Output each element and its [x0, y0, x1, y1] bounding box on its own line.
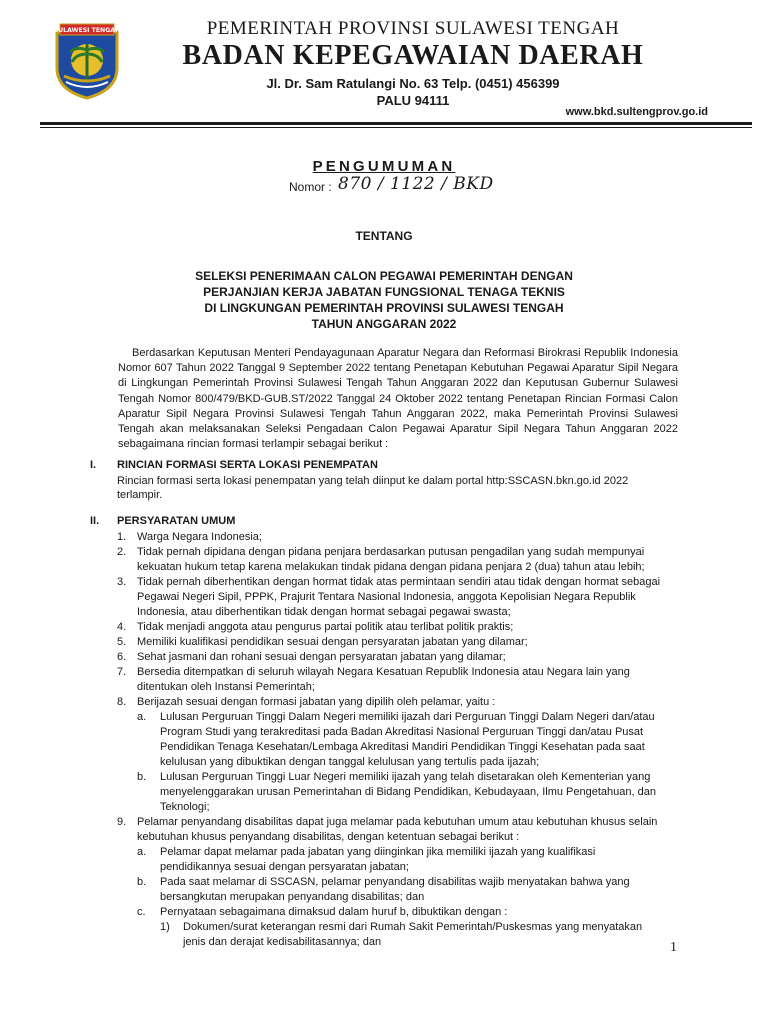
list-number: 8.	[117, 696, 127, 708]
subject-block	[0, 268, 768, 332]
header-agency: BADAN KEPEGAWAIAN DAERAH	[182, 40, 644, 71]
header-rule-thick	[40, 122, 752, 125]
intro-paragraph: Berdasarkan Keputusan Menteri Pendayagunaan Aparatur Negara dan Reformasi Birokrasi Republik Indonesia Nomor 607 Tahun 2022 Tanggal 9 September 2022 tentang Penetapan Kebutuhan Pegawai Aparatur Sipil Negara di Lingkungan Pemerintah Provinsi Sulawesi Tengah Tahun Anggaran 2022 dan Keputusan Gubernur Sulawesi Tengah Nomor 800/479/BKD-GUB.ST/2022 Tanggal 24 Oktober 2022 tentang Penetapan Rincian Formasi Calon Aparatur Sipil Negara Provinsi Sulawesi Tengah Tahun Anggaran 2022, maka Pemerintah Provinsi Sulawesi Tengah akan melaksanakan Seleksi Pengadaan Calon Pegawai Aparatur Sipil Negara Tahun Anggaran 2022 sebagaimana rincian formasi terlampir sebagai berikut :	[118, 347, 678, 451]
sublist-item: bersangkutan merupakan penyandang disabilitas; dan	[160, 891, 425, 903]
sublist-item: Pendidikan Tenaga Kesehatan/Lembaga Akreditasi Mandiri Pendidikan Tinggi Kesehatan pada saat	[160, 741, 645, 753]
page-number: 1	[670, 940, 677, 955]
header-rule-thin	[40, 127, 752, 128]
sublist-item: Teknologi;	[160, 801, 210, 813]
list-number: 9.	[117, 816, 127, 828]
list-item: kebutuhan khusus penyandang disabilitas, dengan ketentuan sebagai berikut :	[137, 831, 520, 843]
list-item: Sehat jasmani dan rohani sesuai dengan persyaratan jabatan yang dilamar;	[137, 651, 506, 663]
sublist-item: Lulusan Perguruan Tinggi Dalam Negeri memiliki ijazah dari Perguruan Tinggi Dalam Negeri dan/atau	[160, 711, 655, 723]
list-item: Berijazah sesuai dengan formasi jabatan yang dipilih oleh pelamar, yaitu :	[137, 696, 496, 708]
tentang-label: TENTANG	[355, 229, 413, 243]
nomor-label: Nomor :	[289, 180, 332, 194]
list-number: 2.	[117, 546, 127, 558]
list-number: 7.	[117, 666, 127, 678]
list-number: 4.	[117, 621, 127, 633]
subsublist-item: jenis dan derajat kedisabilitasannya; dan	[183, 936, 382, 948]
sublist-item: Program Studi yang terakreditasi pada Badan Akreditasi Nasional Perguruan Tinggi dan/atau Pusat	[160, 726, 644, 738]
subject-line: SELEKSI PENERIMAAN CALON PEGAWAI PEMERINTAH DENGAN	[195, 269, 573, 283]
list-item: Tidak pernah diberhentikan dengan hormat tidak atas permintaan sendiri atau tidak dengan hormat sebagai	[137, 576, 661, 588]
sublist-letter: b.	[137, 876, 147, 888]
list-item: Indonesia, atau diberhentikan tidak dengan hormat sebagai pegawai swasta;	[137, 606, 511, 618]
sublist-letter: c.	[137, 906, 146, 918]
subsublist-number: 1)	[160, 921, 170, 933]
sublist-item: kelulusan yang dibuktikan dengan tanggal kelulusan yang tertulis pada ijazah;	[160, 756, 540, 768]
list-item: Memiliki kualifikasi pendidikan sesuai dengan persyaratan jabatan yang dilamar;	[137, 636, 528, 648]
list-number: 1.	[117, 531, 127, 543]
sublist-letter: a.	[137, 846, 147, 858]
sublist-item: Pernyataan sebagaimana dimaksud dalam huruf b, dibuktikan dengan :	[160, 906, 508, 918]
nomor-value-handwritten: 870 / 1122 / BKD	[338, 174, 494, 194]
list-item: Bersedia ditempatkan di seluruh wilayah Negara Kesatuan Republik Indonesia atau Negara lain yang	[137, 666, 630, 678]
list-number: 5.	[117, 636, 127, 648]
section-text: terlampir.	[117, 489, 163, 501]
list-item: Warga Negara Indonesia;	[137, 531, 262, 543]
subject-line: DI LINGKUNGAN PEMERINTAH PROVINSI SULAWESI TENGAH	[204, 301, 564, 315]
section-title: RINCIAN FORMASI SERTA LOKASI PENEMPATAN	[117, 459, 378, 471]
section-number: I.	[90, 459, 97, 471]
sublist-letter: a.	[137, 711, 147, 723]
section-title: PERSYARATAN UMUM	[117, 515, 236, 527]
header-city: PALU 94111	[376, 93, 450, 108]
header-address: Jl. Dr. Sam Ratulangi No. 63 Telp. (0451) 456399	[266, 76, 560, 91]
list-item: Tidak pernah dipidana dengan pidana penjara berdasarkan putusan pengadilan yang sudah mempunyai	[137, 546, 645, 558]
sublist-item: Lulusan Perguruan Tinggi Luar Negeri memiliki ijazah yang telah disetarakan oleh Kementerian yang	[160, 771, 651, 783]
list-item: Pelamar penyandang disabilitas dapat juga melamar pada kebutuhan umum atau kebutuhan khusus selain	[137, 816, 658, 828]
sublist-letter: b.	[137, 771, 147, 783]
subject-line: PERJANJIAN KERJA JABATAN FUNGSIONAL TENAGA TEKNIS	[203, 285, 565, 299]
sublist-item: menyelenggarakan urusan Pemerintahan di Bidang Pendidikan, Kebudayaan, Ilmu Pengetahuan, dan	[160, 786, 656, 798]
list-item: ditentukan oleh Instansi Pemerintah;	[137, 681, 315, 693]
list-item: kekuatan hukum tetap karena melakukan tindak pidana dengan pidana penjara 2 (dua) tahun atau lebih;	[137, 561, 645, 573]
list-item: Tidak menjadi anggota atau pengurus partai politik atau terlibat politik praktis;	[137, 621, 514, 633]
sublist-item: pendidikannya sesuai dengan persyaratan jabatan;	[160, 861, 409, 873]
sublist-item: Pelamar dapat melamar pada jabatan yang diinginkan jika memiliki ijazah yang kualifikasi	[160, 846, 596, 858]
subject-line: TAHUN ANGGARAN 2022	[311, 317, 457, 331]
document-heading: PENGUMUMAN	[312, 158, 456, 175]
section-text: Rincian formasi serta lokasi penempatan yang telah diinput ke dalam portal http:SSCASN.bkn.go.id 2022	[117, 475, 629, 487]
header-website: www.bkd.sultengprov.go.id	[565, 106, 708, 118]
svg-text:SULAWESI TENGAH: SULAWESI TENGAH	[53, 27, 121, 34]
section-number: II.	[90, 515, 100, 527]
header-government: PEMERINTAH PROVINSI SULAWESI TENGAH	[206, 18, 620, 39]
subsublist-item: Dokumen/surat keterangan resmi dari Rumah Sakit Pemerintah/Puskesmas yang menyatakan	[183, 921, 643, 933]
list-item: Pegawai Negeri Sipil, PPPK, Prajurit Tentara Nasional Indonesia, anggota Kepolisian Negara Republik	[137, 591, 636, 603]
list-number: 3.	[117, 576, 127, 588]
list-number: 6.	[117, 651, 127, 663]
sublist-item: Pada saat melamar di SSCASN, pelamar penyandang disabilitas wajib menyatakan bahwa yang	[160, 876, 630, 888]
